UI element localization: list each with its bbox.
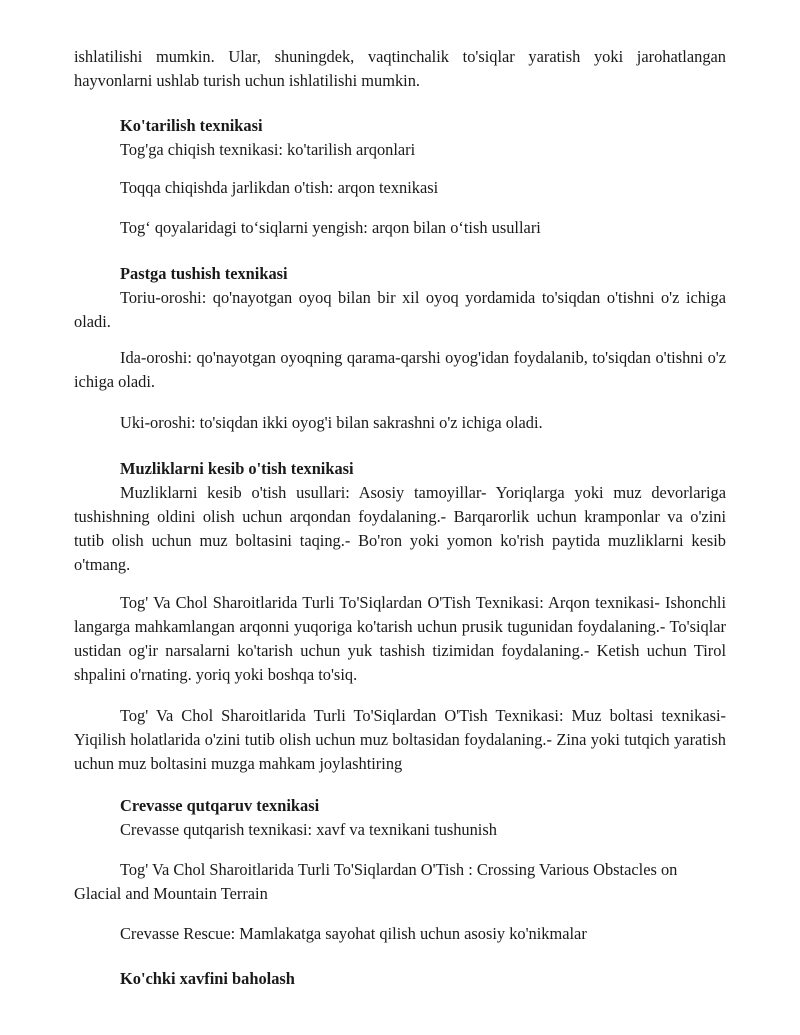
- paragraph-block: [74, 411, 726, 435]
- section-muzliklarni: [74, 457, 726, 577]
- paragraph-block: [74, 346, 726, 394]
- paragraph: Crevasse qutqarish texnikasi: xavf va texnikani tushunish: [120, 820, 497, 839]
- section-heading: Ko'chki xavfini baholash: [120, 969, 295, 988]
- section-heading: Ko'tarilish texnikasi: [120, 116, 263, 135]
- paragraph-block: [74, 704, 726, 776]
- paragraph-block: [74, 176, 726, 200]
- paragraph: Muzliklarni kesib o'tish usullari: Asosiy tamoyillar- Yoriqlarga yoki muz devorlariga tushishning oldini olish uchun arqondan foydalaning.- Barqarorlik uchun kramponlar va o'zini tutib olish uchun muz boltasini taqing.- Bo'ron yoki yomon ko'rish paytida muzliklarni kesib o'tmang.: [74, 483, 726, 574]
- paragraph-block: [74, 858, 726, 906]
- paragraph: Ida-oroshi: qo'nayotgan oyoqning qarama-qarshi oyog'idan foydalanib, to'siqdan o'tishni o'z ichiga oladi.: [74, 348, 726, 391]
- section-heading: Muzliklarni kesib o'tish texnikasi: [120, 459, 354, 478]
- section-pastga-tushish: [74, 262, 726, 334]
- section-heading: Pastga tushish texnikasi: [120, 264, 288, 283]
- section-heading: Crevasse qutqaruv texnikasi: [120, 796, 320, 815]
- intro-paragraph: ishlatilishi mumkin. Ular, shuningdek, vaqtinchalik to'siqlar yaratish yoki jarohatlangan hayvonlarni ushlab turish uchun ishlatilishi mumkin.: [74, 47, 726, 90]
- paragraph-block: [74, 216, 726, 240]
- section-kotarilish: [74, 114, 726, 162]
- paragraph: Tog'ga chiqish texnikasi: ko'tarilish arqonlari: [120, 140, 416, 159]
- section-crevasse: [74, 794, 726, 842]
- intro-paragraph-block: [74, 45, 726, 93]
- paragraph-block: [74, 591, 726, 687]
- paragraph: Tog' Va Chol Sharoitlarida Turli To'Siqlardan O'Tish Texnikasi: Arqon texnikasi- Ishonchli langarga mahkamlangan arqonni yuqoriga ko'tarish uchun prusik tugunidan foydalaning.- To'siqlar ustidan og'ir narsalarni ko'tarish uchun yuk tashish tizimidan foydalaning.- Ketish uchun Tirol shpalini o'rnating. yoriq yoki boshqa to'siq.: [74, 593, 726, 684]
- section-kochki: [74, 967, 726, 991]
- paragraph: Tog‘ qoyalaridagi to‘siqlarni yengish: arqon bilan o‘tish usullari: [120, 218, 541, 237]
- paragraph-block: [74, 922, 726, 946]
- paragraph: Tog' Va Chol Sharoitlarida Turli To'Siqlardan O'Tish Texnikasi: Muz boltasi texnikasi- Yiqilish holatlarida o'zini tutib olish uchun muz boltasidan foydalaning.- Zina yoki tutqich yaratish uchun muz boltasini muzga mahkam joylashtiring: [74, 706, 726, 773]
- paragraph: Tog' Va Chol Sharoitlarida Turli To'Siqlardan O'Tish : Crossing Various Obstacles on Glacial and Mountain Terrain: [74, 860, 678, 903]
- paragraph: Toqqa chiqishda jarlikdan o'tish: arqon texnikasi: [120, 178, 439, 197]
- paragraph: Toriu-oroshi: qo'nayotgan oyoq bilan bir xil oyoq yordamida to'siqdan o'tishni o'z ichiga oladi.: [74, 288, 726, 331]
- paragraph: Crevasse Rescue: Mamlakatga sayohat qilish uchun asosiy ko'nikmalar: [120, 924, 587, 943]
- paragraph: Uki-oroshi: to'siqdan ikki oyog'i bilan sakrashni o'z ichiga oladi.: [120, 413, 543, 432]
